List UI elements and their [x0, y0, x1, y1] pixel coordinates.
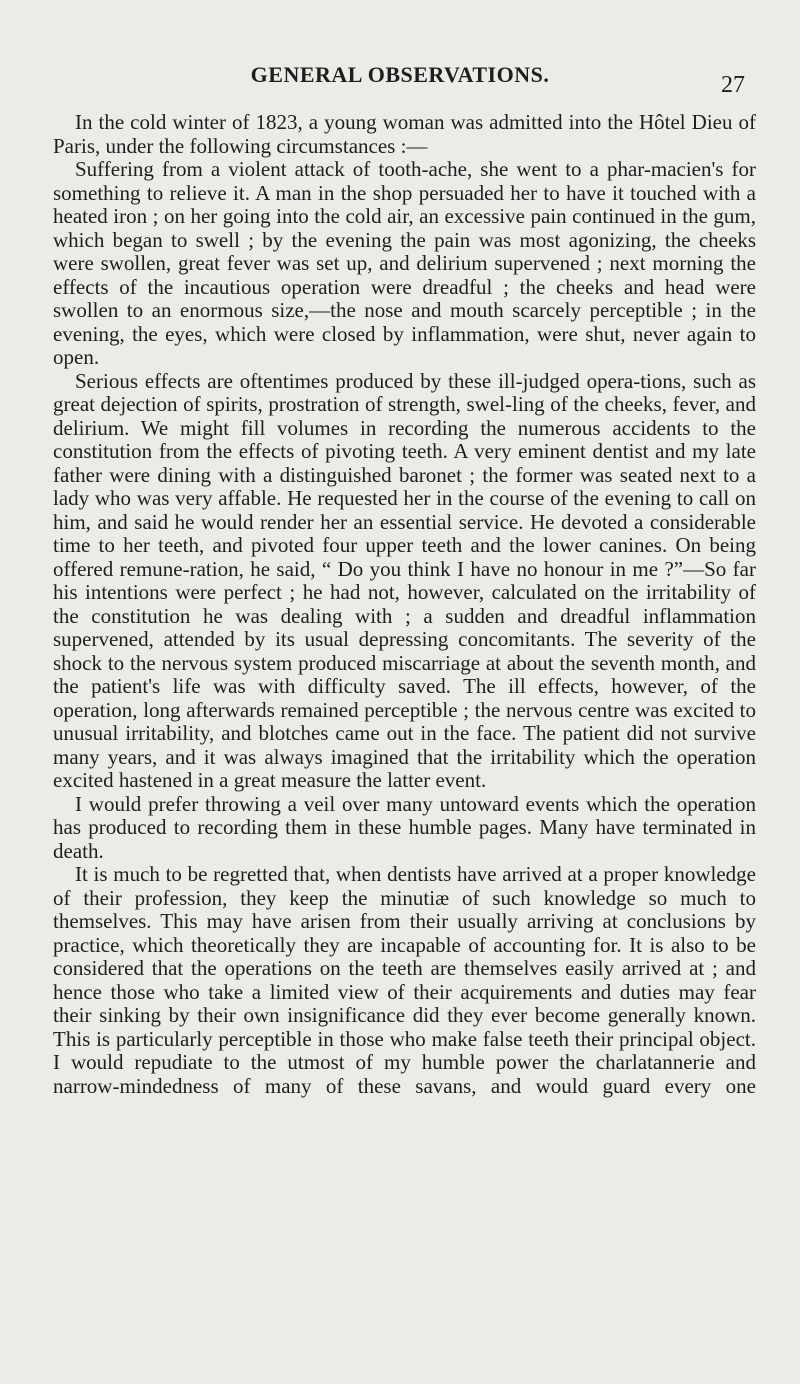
- running-title: GENERAL OBSERVATIONS.: [250, 62, 550, 87]
- running-head: [0, 62, 800, 98]
- paragraph-toothache-case: Suffering from a violent attack of tooth-ache, she went to a phar-macien's for something to relieve it. A man in the shop persuaded her to have it touched with a heated iron ; on her going into the cold air, an excessive pain continued in the gum, which began to swell ; by the evening the pain was most agonizing, the cheeks were swollen, great fever was set up, and delirium supervened ; next morning the effects of the incautious operation were dreadful ; the cheeks and head were swollen to an enormous size,—the nose and mouth scarcely perceptible ; in the evening, the eyes, which were closed by inflammation, were shut, never again to open.: [53, 157, 756, 369]
- paragraph-hotel-dieu-intro: In the cold winter of 1823, a young woman was admitted into the Hôtel Dieu of Paris, under the following circumstances :—: [53, 110, 756, 158]
- paragraph-pivoting-effects: Serious effects are oftentimes produced by these ill-judged opera-tions, such as great dejection of spirits, prostration of strength, swel-ling of the cheeks, fever, and delirium. We might fill volumes in recording the numerous accidents to the constitution from the effects of pivoting teeth. A very eminent dentist and my late father were dining with a distinguished baronet ; the former was seated next to a lady who was very affable. He requested her in the course of the evening to call on him, and said he would render her an essential service. He devoted a considerable time to her teeth, and pivoted four upper teeth and the lower canines. On being offered remune-ration, he said, “ Do you think I have no honour in me ?”—So far his intentions were perfect ; he had not, however, calculated on the irritability of the constitution he was dealing with ; a sudden and dreadful inflammation supervened, attended by its usual depressing concomitants. The severity of the shock to the nervous system produced miscarriage at about the seventh month, and the patient's life was with difficulty saved. The ill effects, however, of the operation, long afterwards remained perceptible ; the nervous centre was excited to unusual irritability, and blotches came out in the face. The patient did not survive many years, and it was always imagined that the irritability which the operation excited hastened in a great measure the latter event.: [53, 368, 756, 792]
- body-text: [53, 111, 756, 1098]
- paragraph-untoward-events: I would prefer throwing a veil over many untoward events which the operation has produced to recording them in these humble pages. Many have terminated in death.: [53, 791, 756, 863]
- paragraph-dentists-knowledge: It is much to be regretted that, when dentists have arrived at a proper knowledge of their profession, they keep the minutiæ of such knowledge so much to themselves. This may have arisen from their usually arriving at conclusions by practice, which theoretically they are incapable of accounting for. It is also to be considered that the operations on the teeth are themselves easily arrived at ; and hence those who take a limited view of their acquirements and duties may fear their sinking by their own insignificance did they ever become generally known. This is particularly perceptible in those who make false teeth their principal object. I would repudiate to the utmost of my humble power the charlatannerie and narrow-mindedness of many of these savans, and would guard every one: [53, 862, 756, 1098]
- page-number: 27: [721, 72, 745, 98]
